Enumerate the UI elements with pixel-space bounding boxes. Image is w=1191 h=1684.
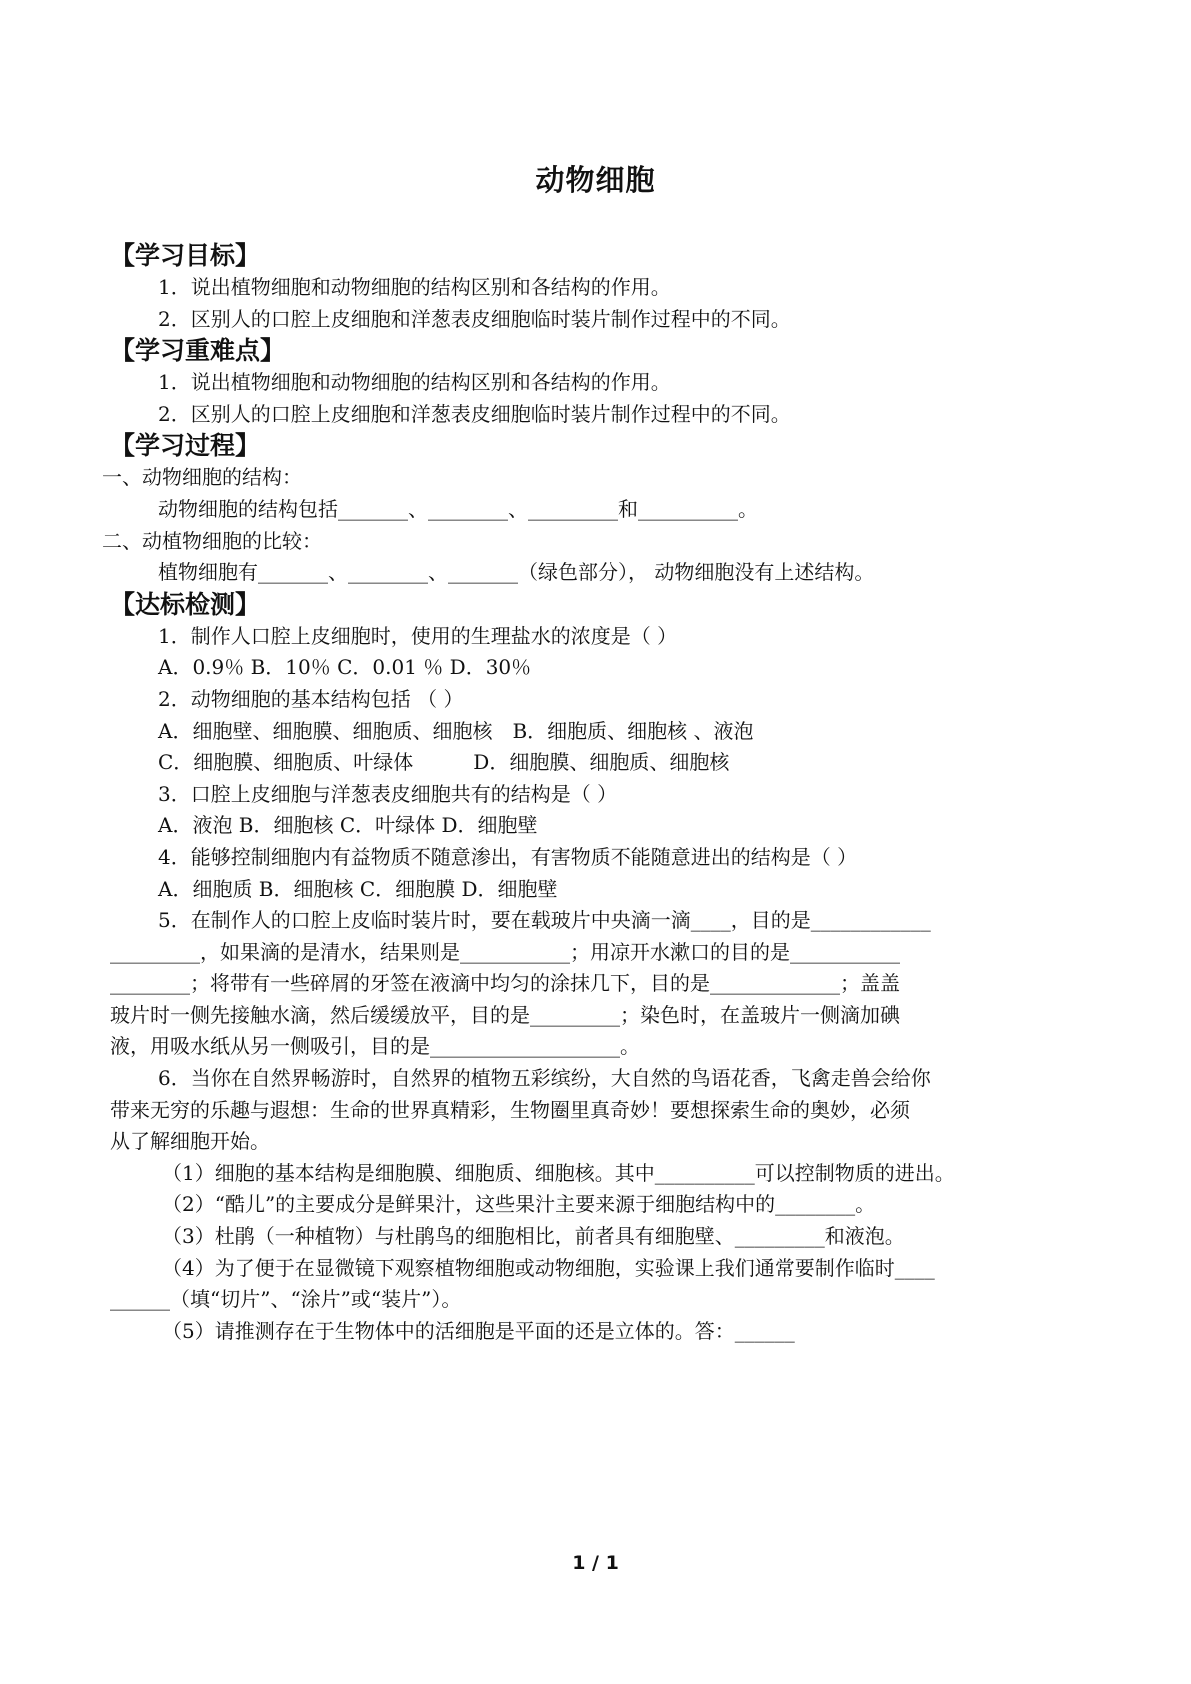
question-4-options: A．细胞质 B．细胞核 C．细胞膜 D．细胞壁 (158, 876, 558, 901)
question-2-options-a: A．细胞壁、细胞膜、细胞质、细胞核 B．细胞质、细胞核 、液泡 (158, 718, 754, 743)
question-6-line-1: 6．当你在自然界畅游时，自然界的植物五彩缤纷，大自然的鸟语花香，飞禽走兽会给你 (158, 1066, 931, 1091)
question-4: 4．能够控制细胞内有益物质不随意渗出，有害物质不能随意进出的结构是（ ） (158, 844, 858, 869)
page-number: 1 / 1 (572, 1552, 619, 1574)
question-2-options-b: C．细胞膜、细胞质、叶绿体 D．细胞膜、细胞质、细胞核 (158, 750, 730, 775)
key-point-item-2: 2．区别人的口腔上皮细胞和洋葱表皮细胞临时装片制作过程中的不同。 (158, 401, 791, 426)
question-3: 3．口腔上皮细胞与洋葱表皮细胞共有的结构是（ ） (158, 781, 618, 806)
question-3-options: A．液泡 B．细胞核 C．叶绿体 D．细胞壁 (158, 813, 538, 838)
process-heading: 【学习过程】 (110, 431, 261, 461)
page-title: 动物细胞 (535, 163, 656, 197)
process-part2-title: 二、动植物细胞的比较： (102, 528, 322, 553)
question-6-sub-2: （2）“酷儿”的主要成分是鲜果汁，这些果汁主要来源于细胞结构中的________。 (162, 1192, 876, 1217)
question-5-line-3: ________；将带有一些碎屑的牙签在液滴中均匀的涂抹几下，目的是_____________；盖盖 (110, 971, 900, 996)
question-6-line-3: 从了解细胞开始。 (110, 1129, 270, 1154)
document-body (102, 240, 1090, 1347)
key-points-heading: 【学习重难点】 (110, 336, 286, 366)
test-heading: 【达标检测】 (110, 589, 261, 619)
goal-item-1: 1．说出植物细胞和动物细胞的结构区别和各结构的作用。 (158, 275, 671, 299)
question-2: 2．动物细胞的基本结构包括 （ ） (158, 686, 464, 711)
question-6-line-2: 带来无穷的乐趣与遐想：生命的世界真精彩，生物圈里真奇妙！要想探索生命的奥妙，必须 (110, 1097, 910, 1122)
question-5-line-2: _________，如果滴的是清水，结果则是___________；用凉开水漱口的目的是___________ (110, 939, 900, 964)
question-5-line-1: 5．在制作人的口腔上皮临时装片时，要在载玻片中央滴一滴____，目的是____________ (158, 908, 931, 933)
question-1: 1．制作人口腔上皮细胞时，使用的生理盐水的浓度是（ ） (158, 623, 678, 648)
question-6-sub-4-line-1: （4）为了便于在显微镜下观察植物细胞或动物细胞，实验课上我们通常要制作临时____ (162, 1255, 935, 1280)
goal-item-2: 2．区别人的口腔上皮细胞和洋葱表皮细胞临时装片制作过程中的不同。 (158, 306, 791, 331)
question-1-options: A．0.9％ B．10％ C．0.01 ％ D．30％ (158, 655, 532, 680)
question-6-sub-5: （5）请推测存在于生物体中的活细胞是平面的还是立体的。答：______ (162, 1318, 795, 1343)
question-6-sub-1: （1）细胞的基本结构是细胞膜、细胞质、细胞核。其中__________可以控制物质的进出。 (162, 1160, 955, 1185)
question-6-sub-4-line-2: ______（填“切片”、“涂片”或“装片”）。 (110, 1287, 462, 1312)
question-6-sub-3: （3）杜鹃（一种植物）与杜鹃鸟的细胞相比，前者具有细胞壁、_________和液泡。 (162, 1224, 905, 1249)
process-part1-body: 动物细胞的结构包括_______、________、_________和__________。 (158, 496, 758, 521)
key-point-item-1: 1．说出植物细胞和动物细胞的结构区别和各结构的作用。 (158, 370, 671, 395)
process-part1-title: 一、动物细胞的结构： (102, 465, 302, 490)
question-5-line-4: 玻片时一侧先接触水滴，然后缓缓放平，目的是_________；染色时，在盖玻片一侧滴加碘 (110, 1002, 900, 1027)
goals-heading: 【学习目标】 (110, 241, 261, 270)
process-part2-body: 植物细胞有_______、________、_______（绿色部分）， 动物细胞没有上述结构。 (158, 560, 875, 585)
question-5-line-5: 液，用吸水纸从另一侧吸引，目的是___________________。 (110, 1034, 640, 1059)
